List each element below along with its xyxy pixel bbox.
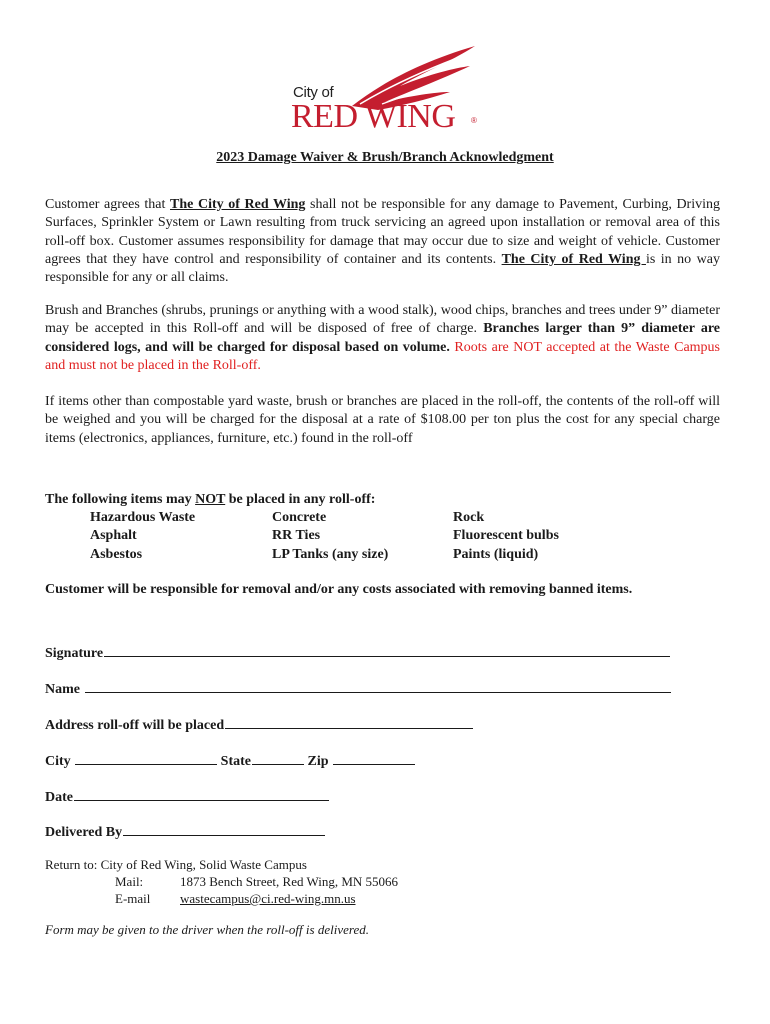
mail-address: 1873 Bench Street, Red Wing, MN 55066 xyxy=(180,874,399,889)
city-logo xyxy=(290,44,490,136)
return-address xyxy=(45,856,398,907)
roots-warning: Roots are NOT accepted at the Waste Campus and must not be placed in the Roll-off. xyxy=(45,339,721,373)
delivered-by-field[interactable]: Delivered By xyxy=(45,822,325,842)
email-link[interactable]: wastecampus@ci.red-wing.mn.us xyxy=(180,891,356,906)
address-field[interactable]: Address roll-off will be placed xyxy=(45,715,473,735)
email-label: E-mail xyxy=(115,891,151,906)
banned-item: Concrete xyxy=(272,510,327,525)
banned-item: Rock xyxy=(453,510,485,525)
city-state-zip-field[interactable]: City State Zip xyxy=(45,751,415,771)
banned-item: Asphalt xyxy=(90,528,137,544)
logo-city-of: City of xyxy=(293,84,334,101)
name-field[interactable]: Name xyxy=(45,679,671,699)
disposal-charge-paragraph: If items other than compostable yard waste, brush or branches are placed in the roll-off, the contents of the roll-off will be weighed and you will be charged for the disposal at a rate of $108.00 per ton plus the cost for any special charge items (electronics, appliances, furniture, etc.) found in the roll-off xyxy=(45,394,720,446)
banned-items-heading: The following items may NOT be placed in any roll-off: xyxy=(45,492,376,507)
signature-field[interactable]: Signature xyxy=(45,643,670,663)
responsibility-statement: Customer will be responsible for removal and/or any costs associated with removing banned items. xyxy=(45,582,633,597)
banned-item: Asbestos xyxy=(90,546,143,562)
banned-item: RR Ties xyxy=(272,528,321,544)
banned-item: Hazardous Waste xyxy=(90,510,196,525)
banned-item: LP Tanks (any size) xyxy=(272,546,389,562)
logo-red-wing: RED WING xyxy=(291,98,456,135)
return-line: Return to: City of Red Wing, Solid Waste Campus xyxy=(45,857,307,872)
document-title: 2023 Damage Waiver & Brush/Branch Acknowledgment xyxy=(216,150,554,165)
brush-branches-paragraph: Brush and Branches (shrubs, prunings or anything with a wood stalk), wood chips, branches and trees under 9” diameter may be accepted in this Roll-off and will be disposed of free of charge. Branches larger than 9” diameter are considered logs, and will be charged for disposal based on volume. Roots are NOT accepted at the Waste Campus and must not be placed in the Roll-off. xyxy=(45,303,721,373)
footer-note: Form may be given to the driver when the roll-off is delivered. xyxy=(45,922,369,937)
date-field[interactable]: Date xyxy=(45,787,329,807)
banned-item: Fluorescent bulbs xyxy=(453,528,559,544)
damage-waiver-paragraph: Customer agrees that The City of Red Wing shall not be responsible for any damage to Pavement, Curbing, Driving Surfaces, Sprinkler System or Lawn resulting from truck servicing an agreed upon installation or removal area of this roll-off box. Customer assumes responsibility for damage that may occur due to size and weight of vehicle. Customer agrees that they have control and responsibility of container and its contents. The City of Red Wing is in no way responsible for any or all claims. xyxy=(45,197,720,286)
mail-label: Mail: xyxy=(115,874,144,889)
banned-item: Paints (liquid) xyxy=(453,546,539,562)
logo-registered: ® xyxy=(471,116,477,125)
